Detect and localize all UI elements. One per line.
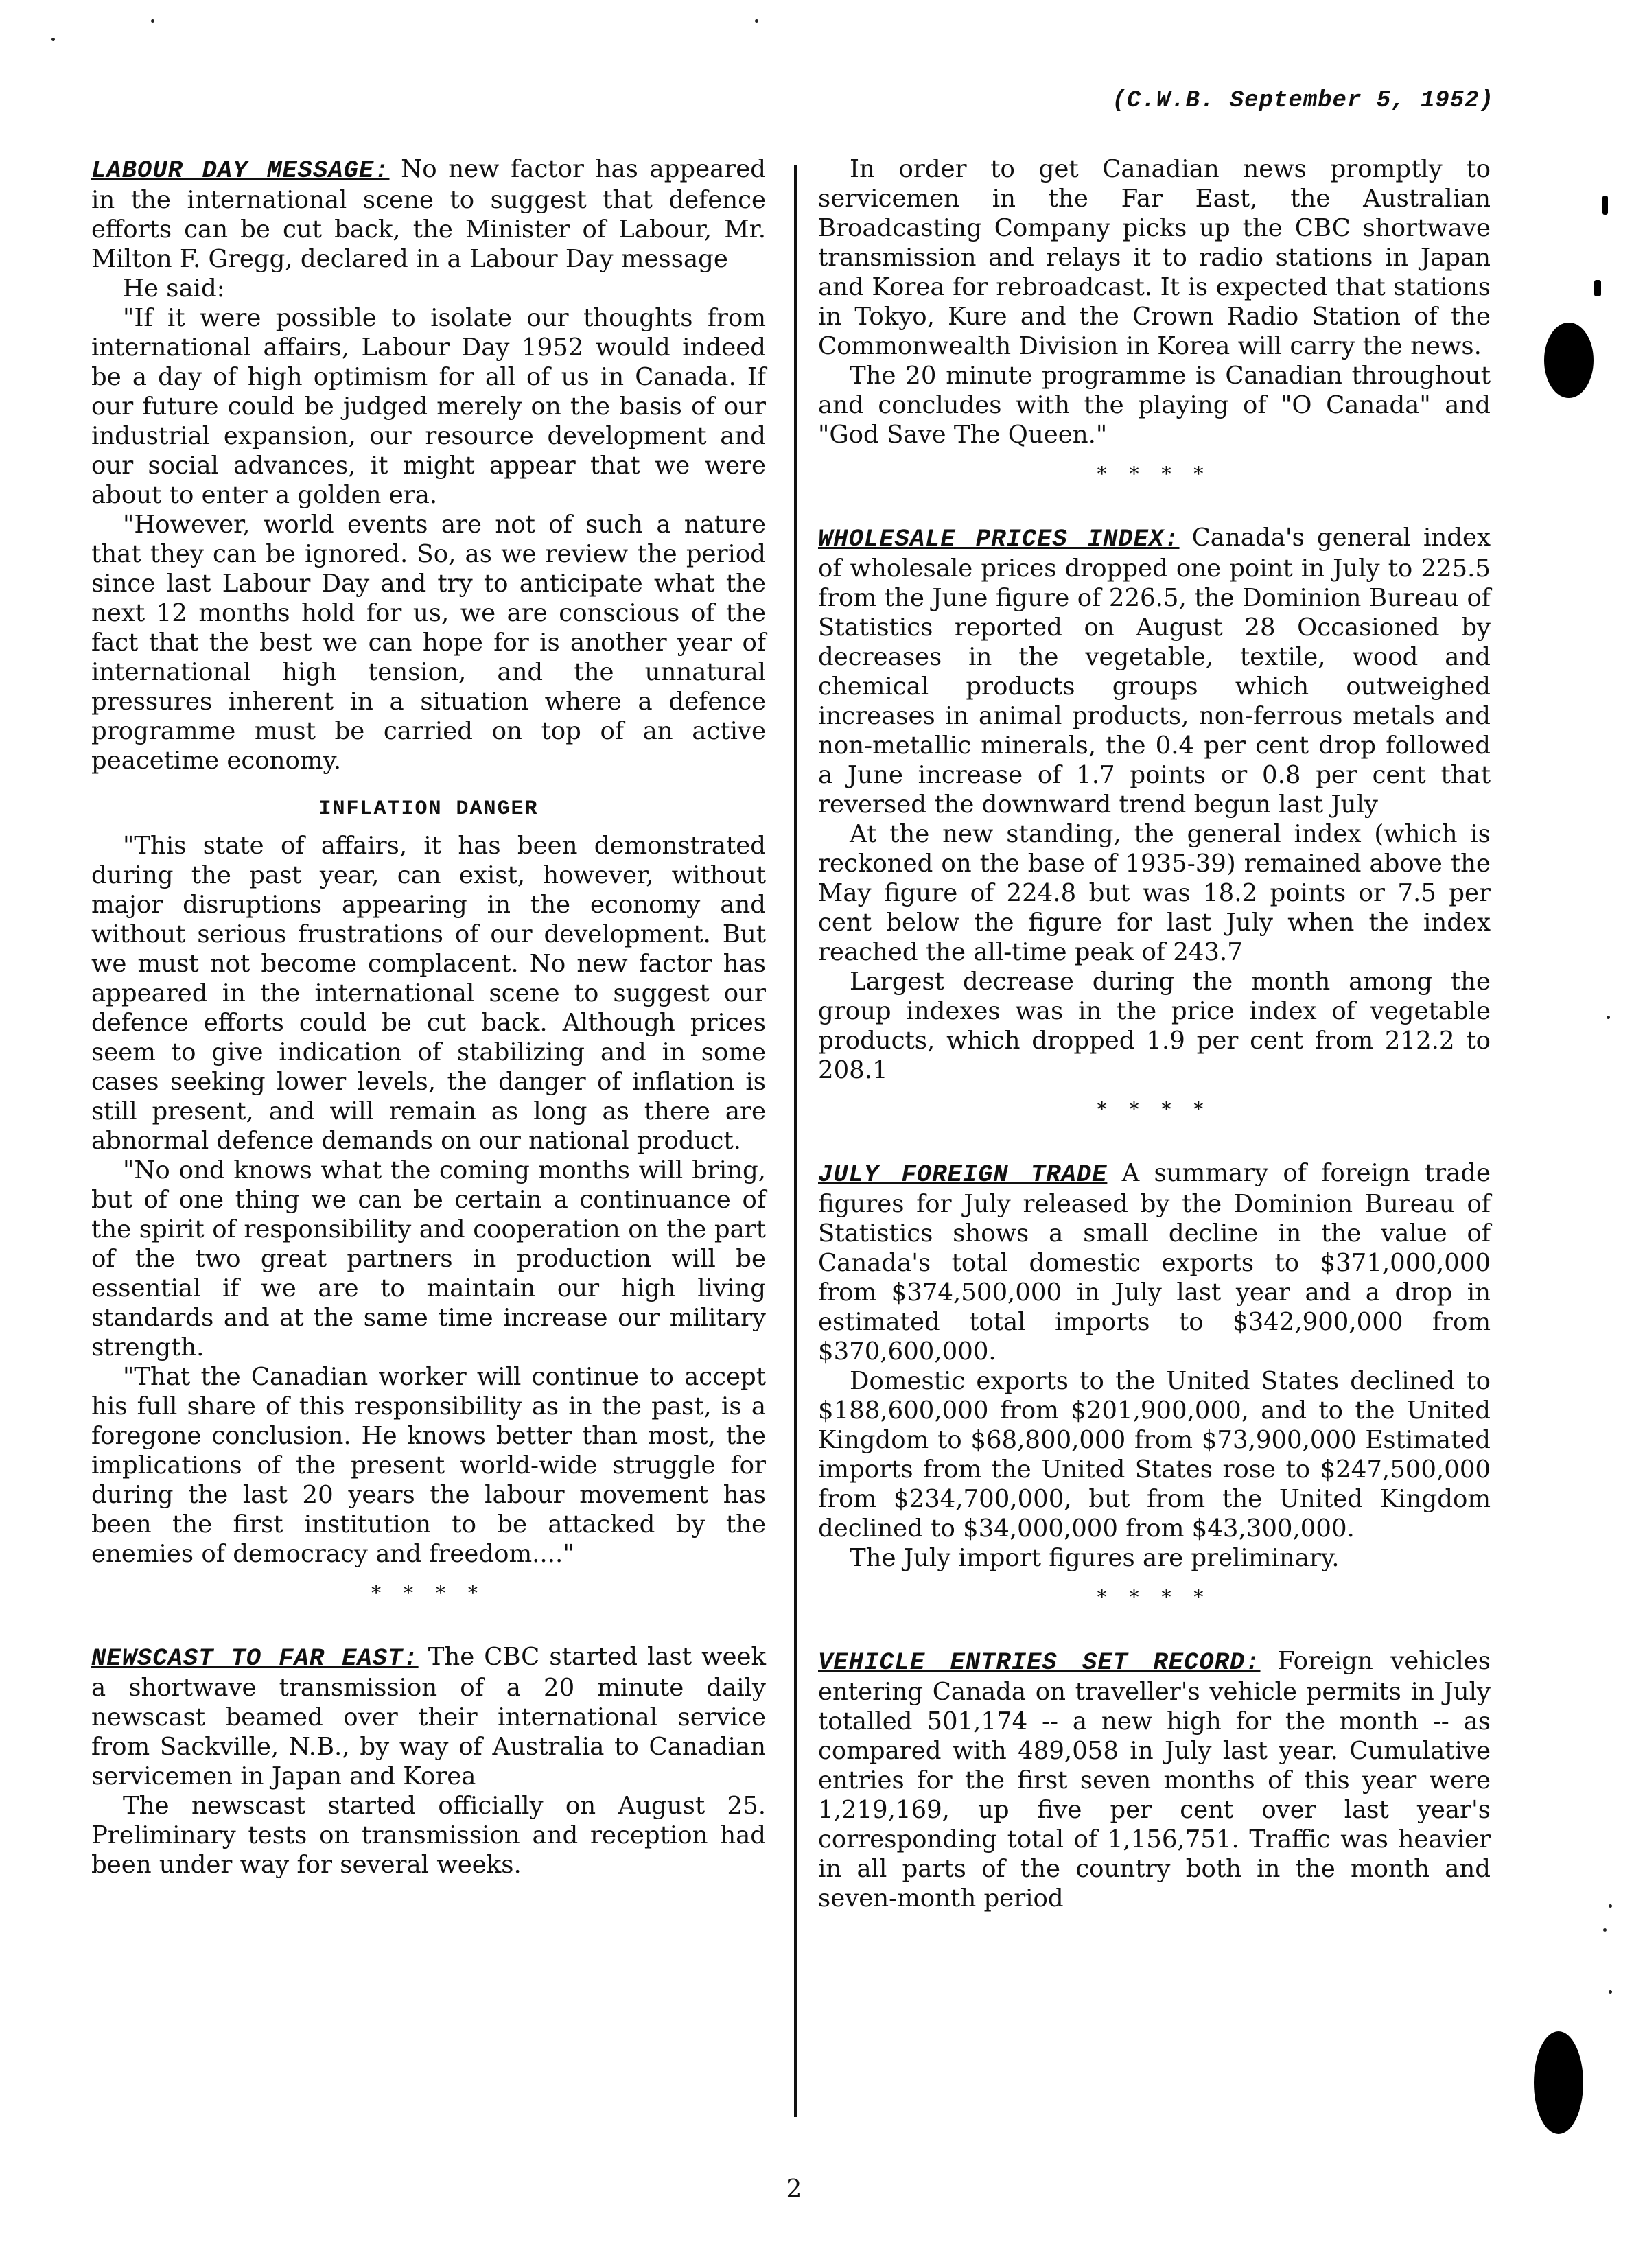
newscast-paragraph: The 20 minute programme is Canadian throughout and concludes with the playing of "O Canada" and "God Save The Queen." — [818, 362, 1491, 449]
newscast-paragraph: The newscast started officially on August 25. Preliminary tests on transmission and reception had been under way for several weeks. — [91, 1792, 766, 1879]
page-number: 2 — [786, 2175, 802, 2203]
vehicle-heading: VEHICLE ENTRIES SET RECORD: — [818, 1648, 1261, 1676]
wholesale-prices-article — [818, 523, 1491, 1124]
foreign-trade-article — [818, 1158, 1491, 1612]
scan-speck — [755, 19, 758, 23]
labour-day-intro — [91, 154, 766, 274]
newscast-article — [91, 1642, 766, 1880]
foreign-trade-paragraph: Domestic exports to the United States declined to $188,600,000 from $201,900,000, and to the United Kingdom to $68,800,000 from $73,900,000 Estimated imports from the United States rose to $247,500,000 from $234,700,000, but from the United Kingdom declined to $34,000,000 from $43,300,000. — [818, 1367, 1491, 1543]
page-citation: (C.W.B. September 5, 1952) — [1112, 88, 1494, 114]
scan-speck — [1609, 1904, 1612, 1908]
binder-hole-mark — [1544, 323, 1594, 398]
scan-speck — [1603, 1928, 1607, 1932]
newscast-intro-text: The CBC started last week a shortwave transmission of a 20 minute daily newscast beamed over their international service from Sackville, N.B., by way of Australia to Canadian servicemen in Japan and Korea — [91, 1643, 766, 1790]
section-separator: * * * * — [371, 1582, 486, 1604]
foreign-trade-intro-text: A summary of foreign trade figures for July released by the Dominion Bureau of Statistics shows a small decline in the value of Canada's total domestic exports to $371,000,000 from $374,500,000 in July last year and a drop in estimated total imports to $342,900,000 from $370,600,000. — [818, 1159, 1491, 1366]
labour-day-paragraph: "That the Canadian worker will continue to accept his full share of this responsibility as in the past, is a foregone conclusion. He knows better than most, the implications of the present world-wide struggle for during the last 20 years the labour movement has been the first institution to be attacked by the enemies of democracy and freedom...." — [91, 1363, 766, 1568]
scan-mark — [1594, 280, 1601, 296]
labour-day-paragraph: "However, world events are not of such a nature that they can be ignored. So, as we review the period since last Labour Day and try to anticipate what the next 12 months hold for us, we are conscious of the fact that the best we can hope for is another year of international high tension, and the unnatural pressures inherent in a situation where a defence programme must be carried on top of an active peacetime economy. — [91, 511, 766, 775]
wholesale-paragraph: Largest decrease during the month among the group indexes was in the price index of vegetable products, which dropped 1.9 per cent from 212.2 to 208.1 — [818, 968, 1491, 1084]
left-column — [91, 154, 766, 1880]
labour-day-intro-text: No new factor has appeared in the international scene to suggest that defence efforts can be cut back, the Minister of Labour, Mr. Milton F. Gregg, declared in a Labour Day message — [91, 155, 766, 273]
wholesale-paragraph: At the new standing, the general index (which is reckoned on the base of 1935-39) remained above the May figure of 224.8 but was 18.2 points or 7.5 per cent below the figure for last July when the index reached the all-time peak of 243.7 — [818, 820, 1491, 966]
foreign-trade-intro — [818, 1158, 1491, 1366]
foreign-trade-heading: JULY FOREIGN TRADE — [818, 1160, 1108, 1189]
column-divider — [794, 165, 797, 2117]
scan-speck — [51, 38, 55, 41]
newscast-heading: NEWSCAST TO FAR EAST: — [91, 1644, 419, 1672]
labour-day-said: He said: — [123, 274, 225, 303]
vehicle-intro-text: Foreign vehicles entering Canada on traveller's vehicle permits in July totalled 501,174 -- a new high for the month -- as compared with 489,058 in July last year. Cumulative entries for the first seven months of this year were 1,219,169, up five per cent over last year's corresponding total of 1,156,751. Traffic was heavier in all parts of the country both in the month and seven-month period — [818, 1647, 1491, 1913]
inflation-danger-subheading: INFLATION DANGER — [318, 797, 539, 821]
scan-speck — [151, 19, 154, 23]
foreign-trade-paragraph: The July import figures are preliminary. — [850, 1544, 1340, 1572]
section-separator: * * * * — [1097, 463, 1212, 485]
binder-hole-mark — [1534, 2031, 1583, 2134]
labour-day-paragraph: "If it were possible to isolate our thoughts from international affairs, Labour Day 1952 would indeed be a day of high optimism for all of us in Canada. If our future could be judged merely on the basis of our industrial expansion, our resource development and our social advances, it might appear that we were about to enter a golden era. — [91, 304, 766, 509]
wholesale-intro-text: Canada's general index of wholesale prices dropped one point in July to 225.5 from the June figure of 226.5, the Dominion Bureau of Statistics reported on August 28 Occasioned by decreases in the vegetable, textile, wood and chemical products groups which outweighed increases in animal products, non-ferrous metals and non-metallic minerals, the 0.4 per cent drop followed a June increase of 1.7 points or 0.8 per cent that reversed the downward trend begun last July — [818, 524, 1491, 819]
labour-day-heading: LABOUR DAY MESSAGE: — [91, 156, 390, 185]
newscast-continued — [818, 154, 1491, 489]
section-separator: * * * * — [1097, 1098, 1212, 1121]
wholesale-intro — [818, 523, 1491, 819]
right-column — [818, 154, 1491, 1913]
scan-speck — [1609, 1990, 1612, 1994]
labour-day-article — [91, 154, 766, 1608]
labour-day-paragraph: "This state of affairs, it has been demonstrated during the past year, can exist, however, without major disruptions appearing in the economy and without serious frustrations of our development. But we must not become complacent. No new factor has appeared in the international scene to suggest our defence efforts could be cut back. Although prices seem to give indication of stabilizing and in some cases seeking lower levels, the danger of inflation is still present, and will remain as long as there are abnormal defence demands on our national product. — [91, 832, 766, 1155]
section-separator: * * * * — [1097, 1586, 1212, 1609]
wholesale-heading: WHOLESALE PRICES INDEX: — [818, 525, 1180, 553]
newscast-intro — [91, 1642, 766, 1791]
vehicle-entries-article — [818, 1646, 1491, 1913]
vehicle-intro — [818, 1646, 1491, 1913]
newscast-paragraph: In order to get Canadian news promptly to servicemen in the Far East, the Australian Broadcasting Company picks up the CBC shortwave transmission and relays it to radio stations in Japan and Korea for rebroadcast. It is expected that stations in Tokyo, Kure and the Crown Radio Station of the Commonwealth Division in Korea will carry the news. — [818, 155, 1491, 360]
labour-day-paragraph: "No ond knows what the coming months will bring, but of one thing we can be certain a continuance of the spirit of responsibility and cooperation on the part of the two great partners in production will be essential if we are to maintain our high living standards and at the same time increase our military strength. — [91, 1156, 766, 1361]
scan-mark — [1602, 196, 1608, 215]
scan-speck — [1607, 1016, 1610, 1019]
